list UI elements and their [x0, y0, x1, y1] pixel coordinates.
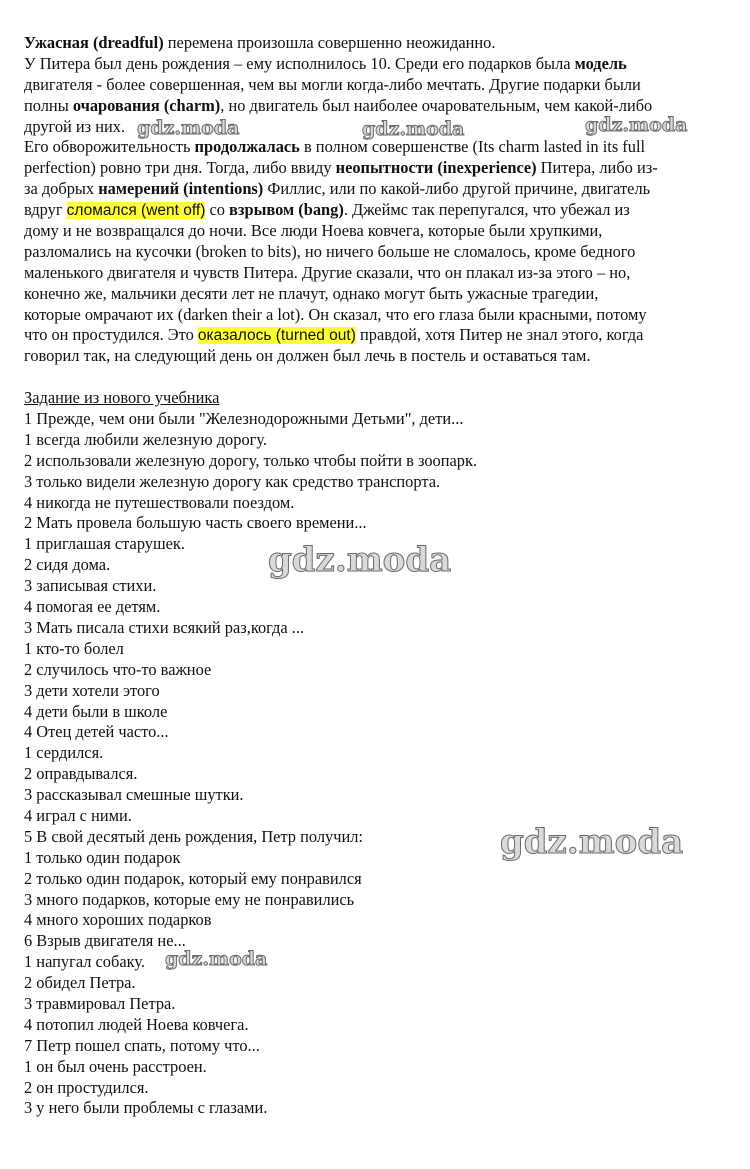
term-dreadful: Ужасная (dreadful) — [24, 33, 164, 52]
task-line: 4 много хороших подарков — [24, 910, 212, 930]
term-bang: взрывом (bang) — [229, 200, 344, 220]
task-line: 1 напугал собаку. — [24, 952, 145, 972]
highlight-turned-out: оказалось (turned out) — [197, 327, 356, 345]
task-line: 2 Мать провела большую часть своего времени... — [24, 513, 367, 533]
task-line: 2 только один подарок, который ему понравился — [24, 868, 362, 888]
task-line: 3 только видели железную дорогу как средство транспорта. — [24, 471, 441, 491]
paragraph-line — [24, 96, 730, 117]
task-line: 1 приглашая старушек. — [24, 534, 185, 554]
watermark: gdz.moda — [585, 114, 688, 136]
text-span: Питера, либо из- — [536, 158, 658, 178]
text-span: в полном совершенстве (Its charm lasted in its full — [299, 137, 646, 157]
task-line: 2 случилось что-то важное — [24, 659, 212, 679]
spacer — [24, 367, 730, 388]
text-span: perfection) ровно три дня. Тогда, либо ввиду — [24, 158, 336, 178]
term-intentions: намерений (intentions) — [98, 179, 264, 199]
task-line: 7 Петр пошел спать, потому что... — [24, 1035, 260, 1055]
paragraph-line: двигателя - более совершенная, чем вы могли когда-либо мечтать. Другие подарки были — [24, 74, 641, 94]
paragraph-line — [24, 200, 730, 221]
task-line: 1 кто-то болел — [24, 638, 124, 658]
task-heading: Задание из нового учебника — [24, 388, 220, 408]
paragraph-line: маленького двигателя и чувств Питера. Другие сказали, что он плакал из-за этого – но, — [24, 262, 631, 282]
paragraph-line: конечно же, мальчики десяти лет не плачут, однако могут быть ужасные трагедии, — [24, 283, 599, 303]
text-span: за добрых — [24, 179, 99, 199]
paragraph-line: разломались на кусочки (broken to bits), но ничего больше не сломалось, кроме бедного — [24, 241, 636, 261]
text-span: . Джеймс так перепугался, что убежал из — [343, 200, 630, 220]
watermark: gdz.moda — [165, 948, 268, 970]
task-line: 3 много подарков, которые ему не понравились — [24, 889, 355, 909]
task-line: 3 травмировал Петра. — [24, 993, 176, 1013]
term-charm: очарования (charm) — [72, 95, 221, 115]
task-line: 4 Отец детей часто... — [24, 722, 169, 742]
task-line: 2 оправдывался. — [24, 764, 138, 784]
term-inexperience: неопытности (inexperience) — [335, 158, 537, 178]
text-span: полны — [24, 95, 73, 115]
task-line: 2 обидел Петра. — [24, 973, 136, 993]
paragraph-line — [24, 158, 730, 179]
task-list — [24, 409, 730, 1119]
paragraph-line: говорил так, на следующий день он должен был лечь в постель и оставаться там. — [24, 346, 591, 366]
watermark: gdz.moda — [500, 822, 684, 862]
text-span: Филлис, или по какой-либо другой причине, двигатель — [263, 179, 651, 199]
watermark: gdz.moda — [137, 117, 240, 139]
term-model: модель — [574, 53, 627, 73]
text-span: правдой, хотя Питер не знал этого, когда — [355, 325, 644, 345]
task-line: 2 он простудился. — [24, 1077, 149, 1097]
task-line: 3 Мать писала стихи всякий раз,когда ... — [24, 617, 305, 637]
task-line: 2 использовали железную дорогу, только чтобы пойти в зоопарк. — [24, 450, 478, 470]
watermark: gdz.moda — [362, 118, 465, 140]
task-line: 1 только один подарок — [24, 847, 181, 867]
task-line: 4 играл с ними. — [24, 805, 132, 825]
task-line: 1 Прежде, чем они были "Железнодорожными Детьми", дети... — [24, 409, 464, 429]
highlight-went-off: сломался (went off) — [66, 202, 206, 220]
paragraph-line — [24, 33, 730, 54]
task-line: 5 В свой десятый день рождения, Петр получил: — [24, 826, 363, 846]
text-span: со — [205, 200, 230, 220]
task-line: 1 он был очень расстроен. — [24, 1056, 207, 1076]
text-span: , но двигатель был наиболее очаровательным, чем какой-либо — [220, 95, 653, 115]
document-page — [24, 33, 730, 1119]
paragraph-line: которые омрачают их (darken their a lot). Он сказал, что его глаза были красными, потому — [24, 304, 647, 324]
task-line: 3 у него были проблемы с глазами. — [24, 1098, 268, 1118]
paragraph-line — [24, 325, 730, 346]
text-span: вдруг — [24, 200, 67, 220]
task-line: 4 потопил людей Ноева ковчега. — [24, 1014, 249, 1034]
paragraph-line: дому и не возвращался до ночи. Все люди Ноева ковчега, которые были хрупкими, — [24, 221, 603, 241]
task-line: 2 сидя дома. — [24, 555, 111, 575]
text-span: что он простудился. Это — [24, 325, 198, 345]
term-lasted: продолжалась — [194, 137, 300, 157]
task-line: 3 рассказывал смешные шутки. — [24, 785, 244, 805]
text-span: У Питера был день рождения – ему исполнилось 10. Среди его подарков была — [24, 53, 575, 73]
text-span: перемена произошла совершенно неожиданно. — [163, 33, 496, 52]
task-line: 4 никогда не путешествовали поездом. — [24, 492, 295, 512]
watermark: gdz.moda — [268, 540, 452, 580]
paragraph-line — [24, 137, 730, 158]
task-line: 3 записывая стихи. — [24, 576, 157, 596]
task-line: 4 помогая ее детям. — [24, 597, 161, 617]
task-line: 4 дети были в школе — [24, 701, 168, 721]
text-span: Его обворожительность — [24, 137, 195, 157]
paragraph-line — [24, 179, 730, 200]
task-line: 1 сердился. — [24, 743, 104, 763]
paragraph-line — [24, 54, 730, 75]
task-line: 1 всегда любили железную дорогу. — [24, 429, 268, 449]
task-line: 3 дети хотели этого — [24, 680, 160, 700]
paragraph-line: другой из них. — [24, 116, 126, 136]
task-line: 6 Взрыв двигателя не... — [24, 931, 186, 951]
